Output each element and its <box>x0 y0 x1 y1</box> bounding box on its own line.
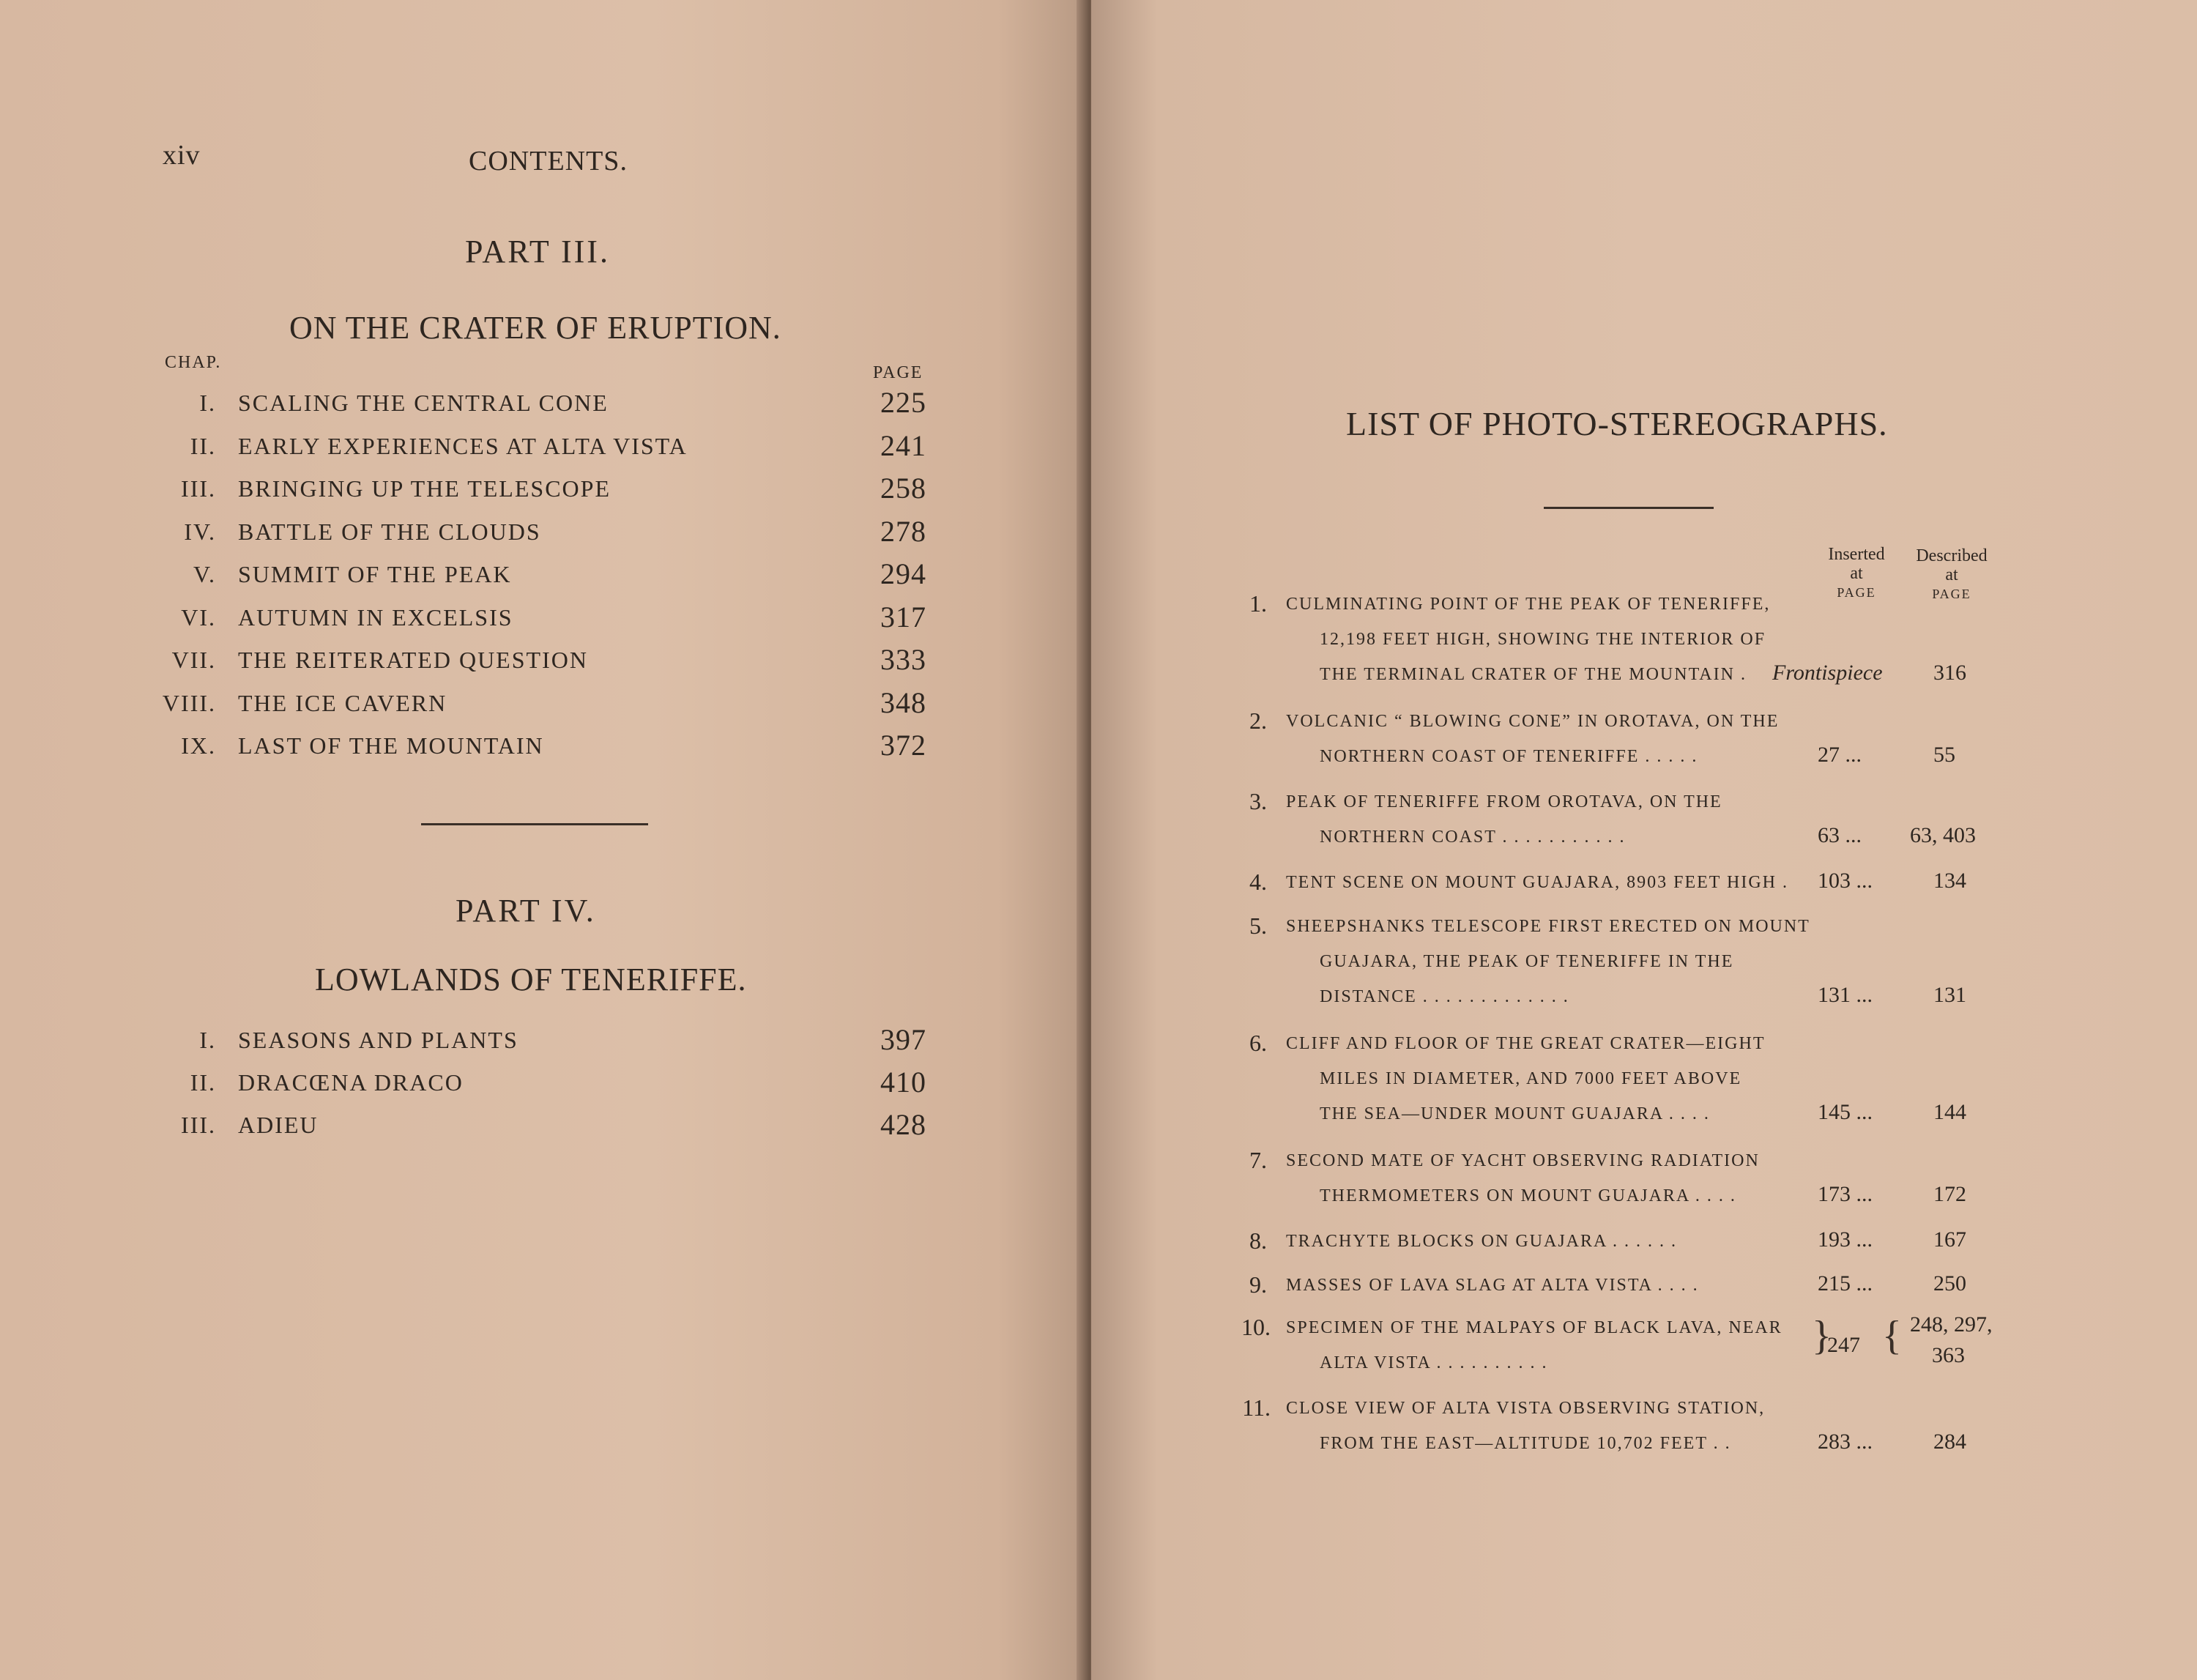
chapter-row <box>157 557 926 603</box>
chapter-number: V. <box>193 561 216 587</box>
inserted-page: 173 ... <box>1818 1182 1873 1206</box>
chapter-row <box>157 514 926 561</box>
chapter-row <box>157 729 926 775</box>
chapter-number: II. <box>190 432 216 459</box>
entry-number: 2. <box>1249 707 1267 734</box>
entry-number: 6. <box>1249 1030 1267 1056</box>
entry-text-line: NORTHERN COAST . . . . . . . . . . . <box>1320 828 1626 847</box>
part-iii-heading: PART III. <box>465 234 610 270</box>
chapter-page: 348 <box>880 685 926 719</box>
chapter-title: THE ICE CAVERN <box>238 689 447 716</box>
described-page: 172 <box>1933 1182 1966 1206</box>
chapter-page: 410 <box>880 1066 926 1099</box>
right-page <box>1091 0 2197 1680</box>
chapter-title: THE REITERATED QUESTION <box>238 647 588 673</box>
brace-left: } <box>1812 1313 1832 1359</box>
entry-text-line: CLIFF AND FLOOR OF THE GREAT CRATER—EIGHT <box>1286 1034 1766 1053</box>
inserted-page: 103 ... <box>1818 869 1873 893</box>
chapter-page: 225 <box>880 386 926 419</box>
title-divider <box>1544 507 1714 509</box>
entry-number: 1. <box>1249 590 1267 617</box>
chapter-title: LAST OF THE MOUNTAIN <box>238 732 544 759</box>
brace-right: { <box>1882 1313 1902 1359</box>
chapter-row <box>157 1066 926 1112</box>
described-page: 134 <box>1933 869 1966 893</box>
column-header-inserted: Inserted at PAGE <box>1828 545 1885 600</box>
entry-text-line: DISTANCE . . . . . . . . . . . . . <box>1320 987 1569 1006</box>
chapter-page: 258 <box>880 472 926 505</box>
entry-text-line: 12,198 FEET HIGH, SHOWING THE INTERIOR OF <box>1320 630 1766 649</box>
entry-text-line: SHEEPSHANKS TELESCOPE FIRST ERECTED ON MOUNT <box>1286 917 1810 936</box>
page-label: PAGE <box>873 363 923 382</box>
entry-text-line: MASSES OF LAVA SLAG AT ALTA VISTA . . . . <box>1286 1276 1699 1295</box>
left-page <box>0 0 1084 1680</box>
entry-text-line: TRACHYTE BLOCKS ON GUAJARA . . . . . . <box>1286 1232 1678 1251</box>
described-page: 284 <box>1933 1430 1966 1454</box>
entry-number: 4. <box>1249 869 1267 895</box>
entry-text-line: TENT SCENE ON MOUNT GUAJARA, 8903 FEET HIGH . <box>1286 873 1789 892</box>
chapter-number: VII. <box>171 647 216 673</box>
inserted-page: 27 ... <box>1818 743 1862 767</box>
inserted-page: 283 ... <box>1818 1430 1873 1454</box>
chapter-number: VI. <box>181 603 216 631</box>
chapter-row <box>157 1023 926 1069</box>
chapter-page: 372 <box>880 729 926 762</box>
entry-text-line: THE SEA—UNDER MOUNT GUAJARA . . . . <box>1320 1104 1710 1123</box>
entry-text-line: GUAJARA, THE PEAK OF TENERIFFE IN THE <box>1320 952 1734 971</box>
chapter-title: SEASONS AND PLANTS <box>238 1027 518 1053</box>
chapter-row <box>157 685 926 732</box>
entry-text-line: SECOND MATE OF YACHT OBSERVING RADIATION <box>1286 1151 1760 1170</box>
entry-number: 5. <box>1249 913 1267 939</box>
chapter-number: VIII. <box>162 689 216 716</box>
part-iii-subtitle: ON THE CRATER OF ERUPTION. <box>289 310 781 346</box>
chapter-row <box>157 600 926 647</box>
chapter-title: DRACŒNA DRACO <box>238 1069 464 1096</box>
entry-text-line: CULMINATING POINT OF THE PEAK OF TENERIFFE, <box>1286 595 1771 614</box>
described-page: 131 <box>1933 983 1966 1007</box>
entry-number: 11. <box>1242 1394 1271 1421</box>
entry-text-line: PEAK OF TENERIFFE FROM OROTAVA, ON THE <box>1286 792 1722 811</box>
described-page: 55 <box>1933 743 1955 767</box>
entry-text-line: VOLCANIC “ BLOWING CONE” IN OROTAVA, ON THE <box>1286 712 1780 731</box>
entry-text-line: NORTHERN COAST OF TENERIFFE . . . . . <box>1320 747 1698 766</box>
chapter-number: III. <box>181 475 216 502</box>
chapter-number: II. <box>190 1069 216 1096</box>
chapter-page: 294 <box>880 557 926 590</box>
described-page: 63, 403 <box>1910 823 1976 847</box>
entry-text-line: FROM THE EAST—ALTITUDE 10,702 FEET . . <box>1320 1434 1731 1453</box>
entry-text-line: SPECIMEN OF THE MALPAYS OF BLACK LAVA, NEAR <box>1286 1318 1782 1337</box>
described-page: 144 <box>1933 1100 1966 1124</box>
chapter-title: BATTLE OF THE CLOUDS <box>238 518 541 545</box>
chapter-page: 317 <box>880 600 926 633</box>
chapter-title: SCALING THE CENTRAL CONE <box>238 390 609 416</box>
inserted-page: 193 ... <box>1818 1227 1873 1252</box>
chap-label: CHAP. <box>165 353 222 372</box>
chapter-row <box>157 386 926 432</box>
described-page: 363 <box>1932 1343 1965 1367</box>
chapter-number: I. <box>199 390 216 416</box>
entry-number: 3. <box>1249 788 1267 814</box>
section-divider <box>421 823 648 825</box>
chapter-row <box>157 1108 926 1154</box>
chapter-title: SUMMIT OF THE PEAK <box>238 561 512 587</box>
described-page: 248, 297, <box>1910 1312 1993 1337</box>
inserted-page: Frontispiece <box>1772 661 1883 685</box>
chapter-page: 278 <box>880 514 926 548</box>
chapter-number: IV. <box>184 518 216 545</box>
chapter-row <box>157 472 926 518</box>
entry-text-line: MILES IN DIAMETER, AND 7000 FEET ABOVE <box>1320 1069 1742 1088</box>
page-number: xiv <box>163 140 201 171</box>
chapter-page: 241 <box>880 428 926 462</box>
chapter-page: 333 <box>880 643 926 676</box>
inserted-page: 131 ... <box>1818 983 1873 1007</box>
chapter-title: BRINGING UP THE TELESCOPE <box>238 475 611 502</box>
list-title: LIST OF PHOTO-STEREOGRAPHS. <box>1346 405 1888 442</box>
inserted-page: 215 ... <box>1818 1271 1873 1296</box>
chapter-number: III. <box>181 1112 216 1138</box>
chapter-number: I. <box>199 1027 216 1053</box>
entry-number: 8. <box>1249 1227 1267 1254</box>
chapter-title: AUTUMN IN EXCELSIS <box>238 603 513 631</box>
page-header-title: CONTENTS. <box>469 146 628 176</box>
entry-number: 9. <box>1249 1271 1267 1298</box>
entry-text-line: THE TERMINAL CRATER OF THE MOUNTAIN . <box>1320 665 1747 684</box>
column-header-described: Described at PAGE <box>1916 546 1988 601</box>
chapter-row <box>157 643 926 689</box>
chapter-page: 428 <box>880 1108 926 1141</box>
entry-text-line: THERMOMETERS ON MOUNT GUAJARA . . . . <box>1320 1186 1736 1205</box>
entry-number: 10. <box>1241 1314 1271 1340</box>
described-page: 316 <box>1933 661 1966 685</box>
inserted-page: 145 ... <box>1818 1100 1873 1124</box>
inserted-page: 247 <box>1827 1333 1860 1357</box>
chapter-row <box>157 428 926 475</box>
chapter-title: ADIEU <box>238 1112 319 1138</box>
part-iv-heading: PART IV. <box>456 893 596 929</box>
described-page: 167 <box>1933 1227 1966 1252</box>
chapter-title: EARLY EXPERIENCES AT ALTA VISTA <box>238 432 688 459</box>
entry-text-line: ALTA VISTA . . . . . . . . . . <box>1320 1353 1548 1372</box>
inserted-page: 63 ... <box>1818 823 1862 847</box>
chapter-number: IX. <box>181 732 216 759</box>
entry-number: 7. <box>1249 1147 1267 1173</box>
described-page: 250 <box>1933 1271 1966 1296</box>
entry-text-line: CLOSE VIEW OF ALTA VISTA OBSERVING STATION, <box>1286 1399 1766 1418</box>
chapter-page: 397 <box>880 1023 926 1056</box>
part-iv-subtitle: LOWLANDS OF TENERIFFE. <box>315 962 747 997</box>
